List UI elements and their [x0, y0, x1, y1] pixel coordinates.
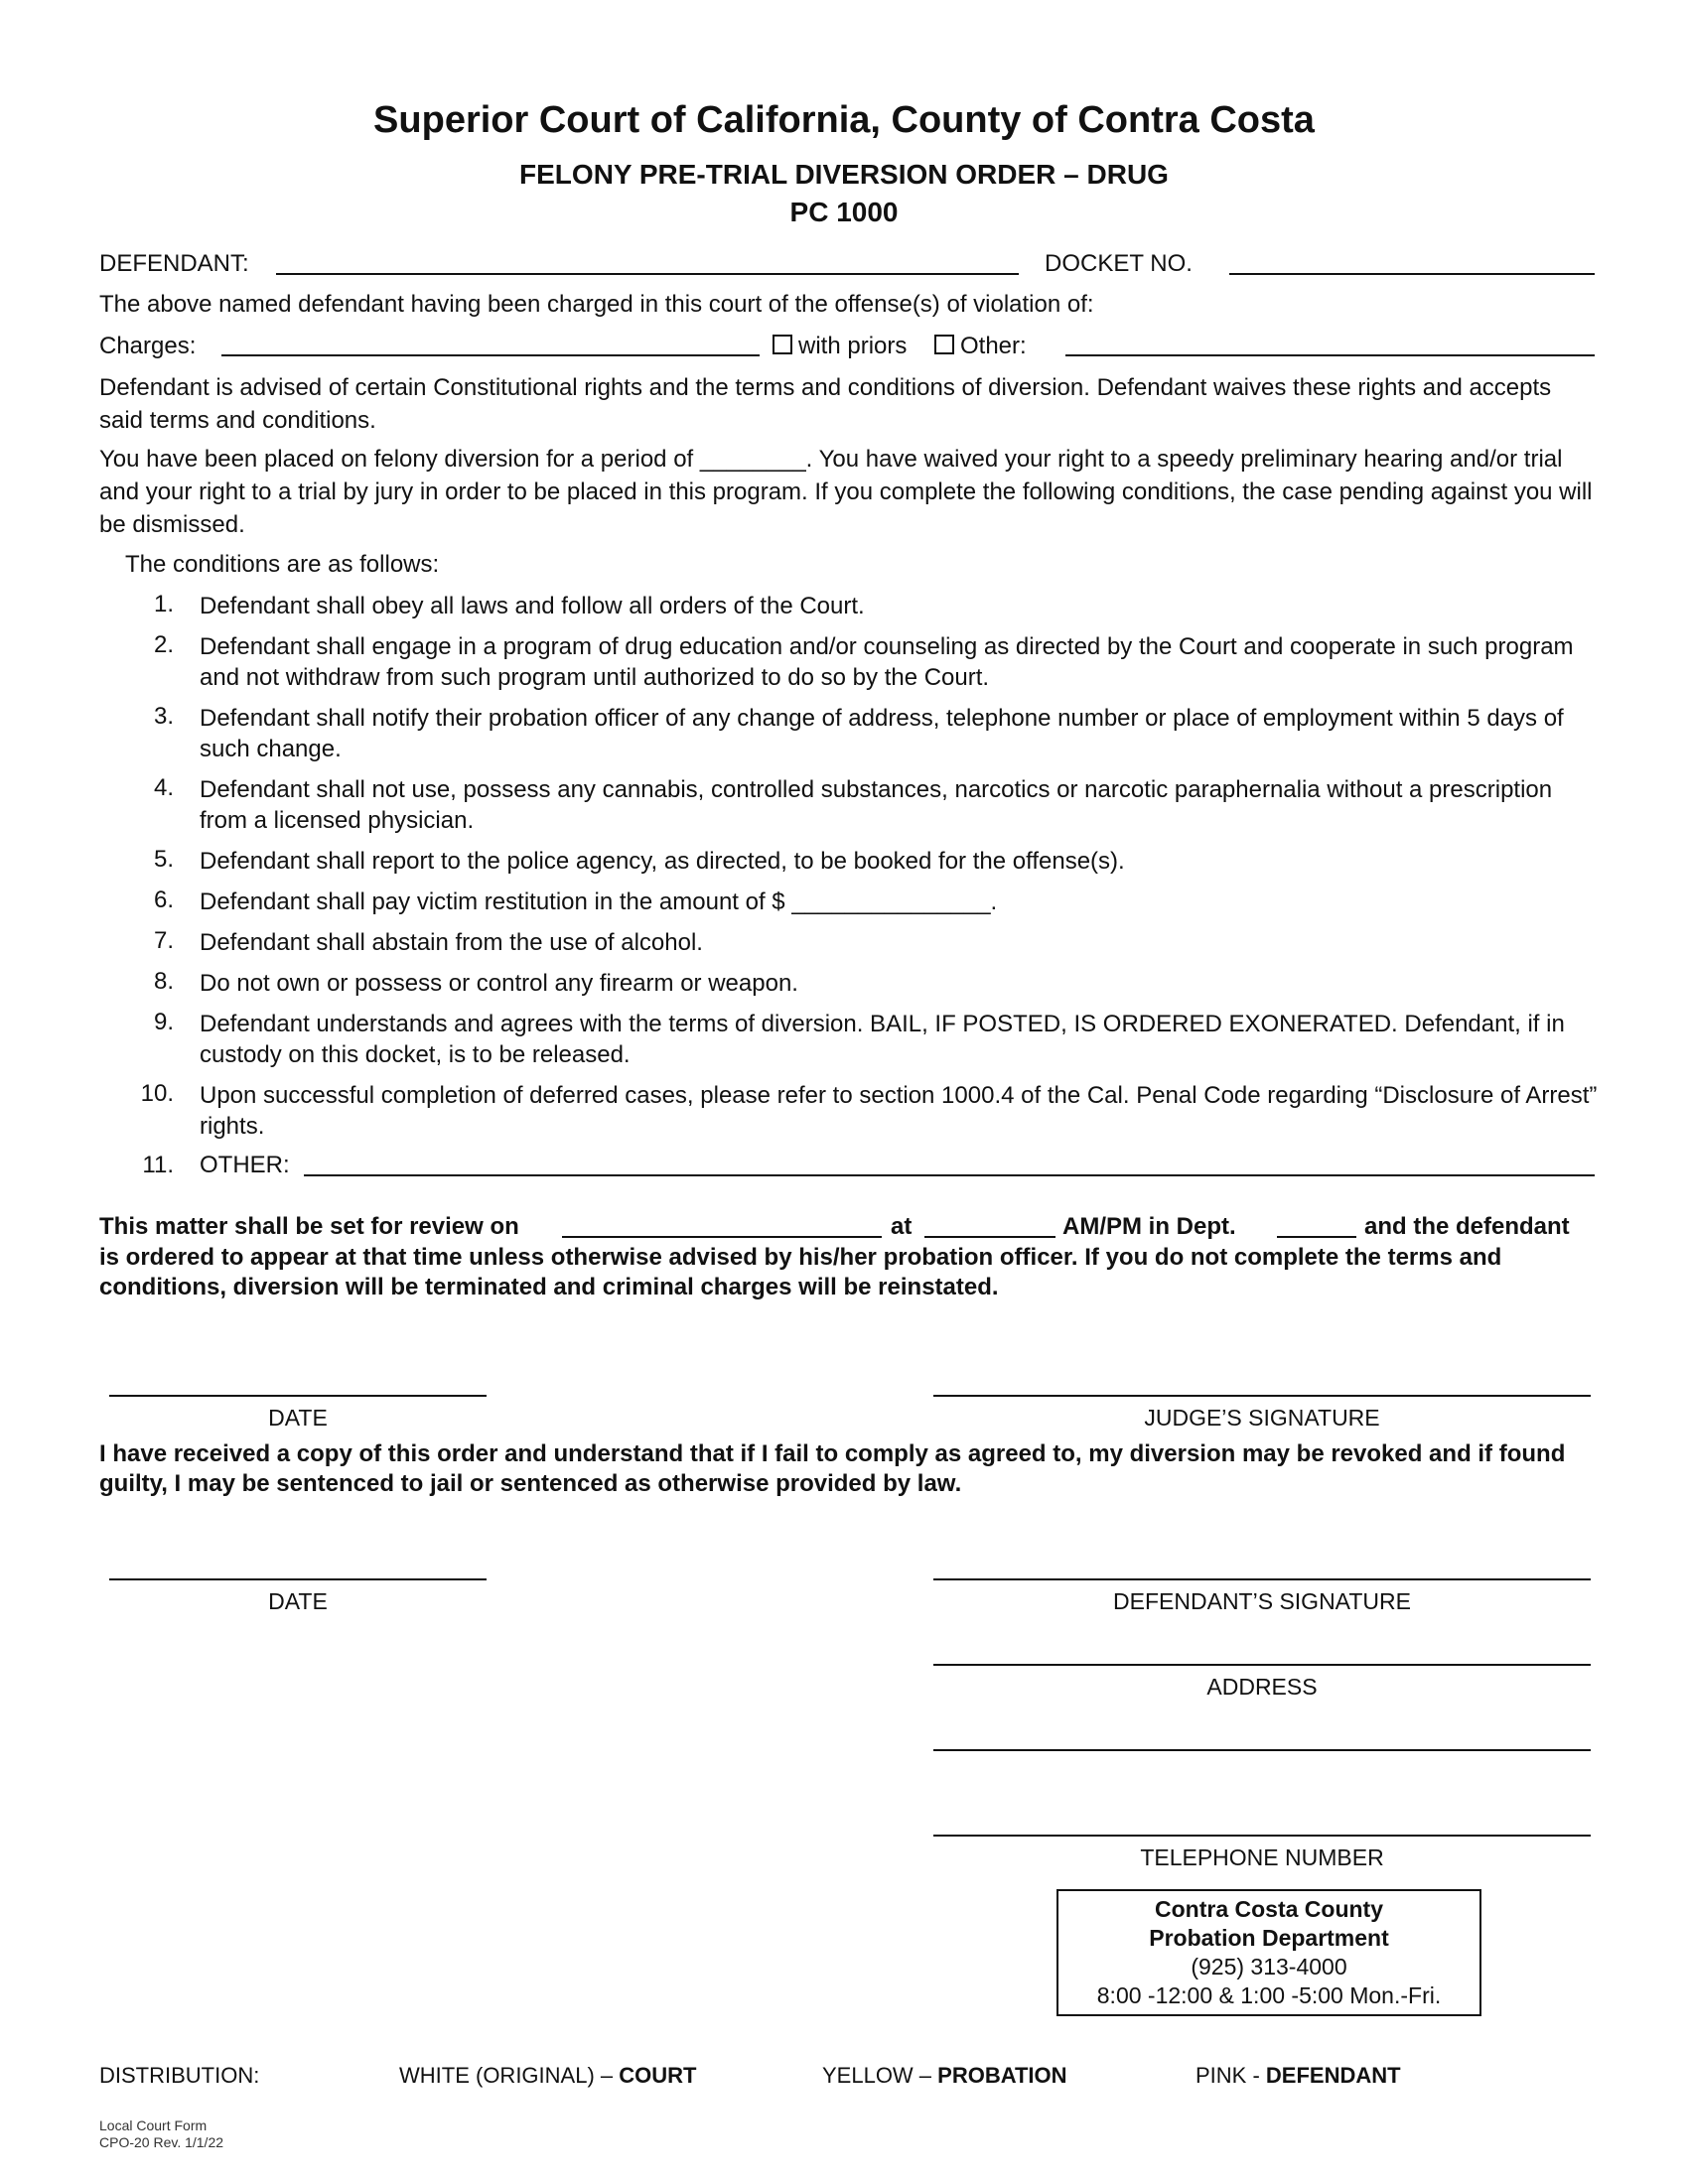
- date-line-2[interactable]: [109, 1578, 487, 1580]
- condition-text: Defendant shall not use, possess any cannabis, controlled substances, narcotics or narcotic paraphernalia without a prescription from a licensed physician.: [200, 776, 1553, 834]
- charged-sentence: The above named defendant having been charged in this court of the offense(s) of violation of:: [99, 291, 1094, 318]
- condition-number: 1.: [153, 591, 174, 617]
- distribution-yellow-dest: PROBATION: [937, 2063, 1067, 2088]
- with-priors-label: with priors: [798, 333, 908, 359]
- condition-number: 8.: [153, 968, 174, 995]
- address-label: ADDRESS: [1206, 1674, 1318, 1700]
- date-label-1: DATE: [268, 1405, 328, 1431]
- probation-info-box: [1056, 1889, 1481, 2016]
- distribution-pink-prefix: PINK -: [1196, 2063, 1266, 2088]
- footer-form-id: CPO-20 Rev. 1/1/22: [99, 2134, 224, 2150]
- probation-county: Contra Costa County: [1155, 1896, 1383, 1922]
- condition-text: Defendant understands and agrees with the terms of diversion. BAIL, IF POSTED, IS ORDERED EXONERATED. Defendant, if in custody on this docket, is to be released.: [200, 1011, 1565, 1068]
- judge-signature-line[interactable]: [933, 1395, 1591, 1397]
- other-label: Other:: [960, 333, 1027, 359]
- charges-field[interactable]: [221, 354, 760, 356]
- diversion-period-field[interactable]: ________: [699, 446, 806, 473]
- condition-number: 2.: [153, 631, 174, 658]
- distribution-yellow: [822, 2063, 1067, 2089]
- other-option[interactable]: [934, 333, 1027, 360]
- review-paragraph: is ordered to appear at that time unless otherwise advised by his/her probation officer. If you do not complete the terms and conditions, diversion will be terminated and criminal charges will be reinstated.: [99, 1244, 1502, 1300]
- distribution-pink-dest: DEFENDANT: [1265, 2063, 1401, 2088]
- other-condition-label: OTHER:: [200, 1152, 290, 1178]
- with-priors-checkbox[interactable]: [773, 335, 792, 354]
- form-title: FELONY PRE-TRIAL DIVERSION ORDER – DRUG: [519, 159, 1169, 190]
- distribution-yellow-prefix: YELLOW –: [822, 2063, 938, 2088]
- advised-paragraph: Defendant is advised of certain Constitutional rights and the terms and conditions of diversion. Defendant waives these rights and accepts said terms and conditions.: [99, 374, 1552, 434]
- condition-text: Defendant shall report to the police agency, as directed, to be booked for the offense(s).: [200, 848, 1125, 875]
- condition-number: 3.: [153, 703, 174, 730]
- condition-text: Upon successful completion of deferred cases, please refer to section 1000.4 of the Cal. Penal Code regarding “Disclosure of Arrest” rights.: [200, 1082, 1598, 1140]
- footer-form-type: Local Court Form: [99, 2117, 208, 2133]
- judge-signature-label: JUDGE’S SIGNATURE: [1144, 1405, 1380, 1431]
- review-time-field[interactable]: [924, 1236, 1055, 1238]
- date-line-1[interactable]: [109, 1395, 487, 1397]
- condition-number: 6.: [153, 887, 174, 913]
- date-label-2: DATE: [268, 1588, 328, 1614]
- other-field[interactable]: [1065, 354, 1595, 356]
- condition-text: Defendant shall abstain from the use of alcohol.: [200, 929, 703, 956]
- acknowledgment-paragraph: I have received a copy of this order and understand that if I fail to comply as agreed to, my diversion may be revoked and if found guilty, I may be sentenced to jail or sentenced as otherwise provided by law.: [99, 1440, 1566, 1497]
- review-ampm: AM/PM in Dept.: [1062, 1213, 1236, 1240]
- distribution-white-prefix: WHITE (ORIGINAL) –: [399, 2063, 620, 2088]
- condition-number: 7.: [153, 927, 174, 954]
- condition-number: 5.: [153, 846, 174, 873]
- distribution-white-dest: COURT: [619, 2063, 697, 2088]
- condition-text: Defendant shall obey all laws and follow all orders of the Court.: [200, 593, 865, 619]
- condition-text: Defendant shall notify their probation officer of any change of address, telephone number or place of employment within 5 days of such change.: [200, 705, 1564, 762]
- condition-text: Do not own or possess or control any firearm or weapon.: [200, 970, 798, 997]
- review-date-field[interactable]: [562, 1236, 882, 1238]
- condition-number: 4.: [153, 774, 174, 801]
- defendant-label: DEFENDANT:: [99, 250, 249, 277]
- condition-number: 10.: [140, 1080, 174, 1107]
- with-priors-option[interactable]: [773, 333, 907, 360]
- review-text-1: This matter shall be set for review on: [99, 1213, 519, 1240]
- telephone-label: TELEPHONE NUMBER: [1140, 1844, 1384, 1870]
- distribution-white: [399, 2063, 696, 2089]
- condition-number: 11.: [142, 1152, 174, 1178]
- restitution-condition[interactable]: Defendant shall pay victim restitution in the amount of $ _______________.: [200, 888, 998, 915]
- docket-label: DOCKET NO.: [1045, 250, 1193, 277]
- charges-label: Charges:: [99, 333, 197, 359]
- docket-field[interactable]: [1229, 273, 1595, 275]
- placed-text-1: You have been placed on felony diversion for a period of: [99, 446, 694, 473]
- probation-hours: 8:00 -12:00 & 1:00 -5:00 Mon.-Fri.: [1096, 1982, 1442, 2008]
- defendant-field[interactable]: [276, 273, 1019, 275]
- penal-code: PC 1000: [789, 197, 899, 227]
- placed-text-2: . You have waived your right to a speedy preliminary hearing and/or trial and your right to a trial by jury in order to be placed in this program. If you complete the following conditions, the case pending against you will be dismissed.: [99, 446, 1593, 538]
- defendant-signature-line[interactable]: [933, 1578, 1591, 1580]
- placed-paragraph: [99, 443, 1599, 541]
- defendant-signature-label: DEFENDANT’S SIGNATURE: [1113, 1588, 1411, 1614]
- distribution-pink: [1196, 2063, 1401, 2089]
- telephone-line[interactable]: [933, 1835, 1591, 1837]
- probation-phone: (925) 313-4000: [1191, 1954, 1347, 1979]
- review-dept-field[interactable]: [1277, 1236, 1356, 1238]
- other-condition-field[interactable]: [304, 1174, 1595, 1176]
- probation-department: Probation Department: [1149, 1925, 1389, 1951]
- address-line[interactable]: [933, 1664, 1591, 1666]
- court-title: Superior Court of California, County of Contra Costa: [373, 99, 1315, 141]
- distribution-label: DISTRIBUTION:: [99, 2063, 260, 2088]
- address-line-2[interactable]: [933, 1749, 1591, 1751]
- review-at: at: [891, 1213, 913, 1240]
- other-checkbox[interactable]: [934, 335, 954, 354]
- condition-text: Defendant shall engage in a program of drug education and/or counseling as directed by the Court and cooperate in such program and not withdraw from such program until authorized to do so by the Court.: [200, 633, 1574, 691]
- conditions-intro: The conditions are as follows:: [125, 551, 440, 578]
- condition-number: 9.: [153, 1009, 174, 1035]
- review-text-2: and the defendant: [1364, 1213, 1570, 1240]
